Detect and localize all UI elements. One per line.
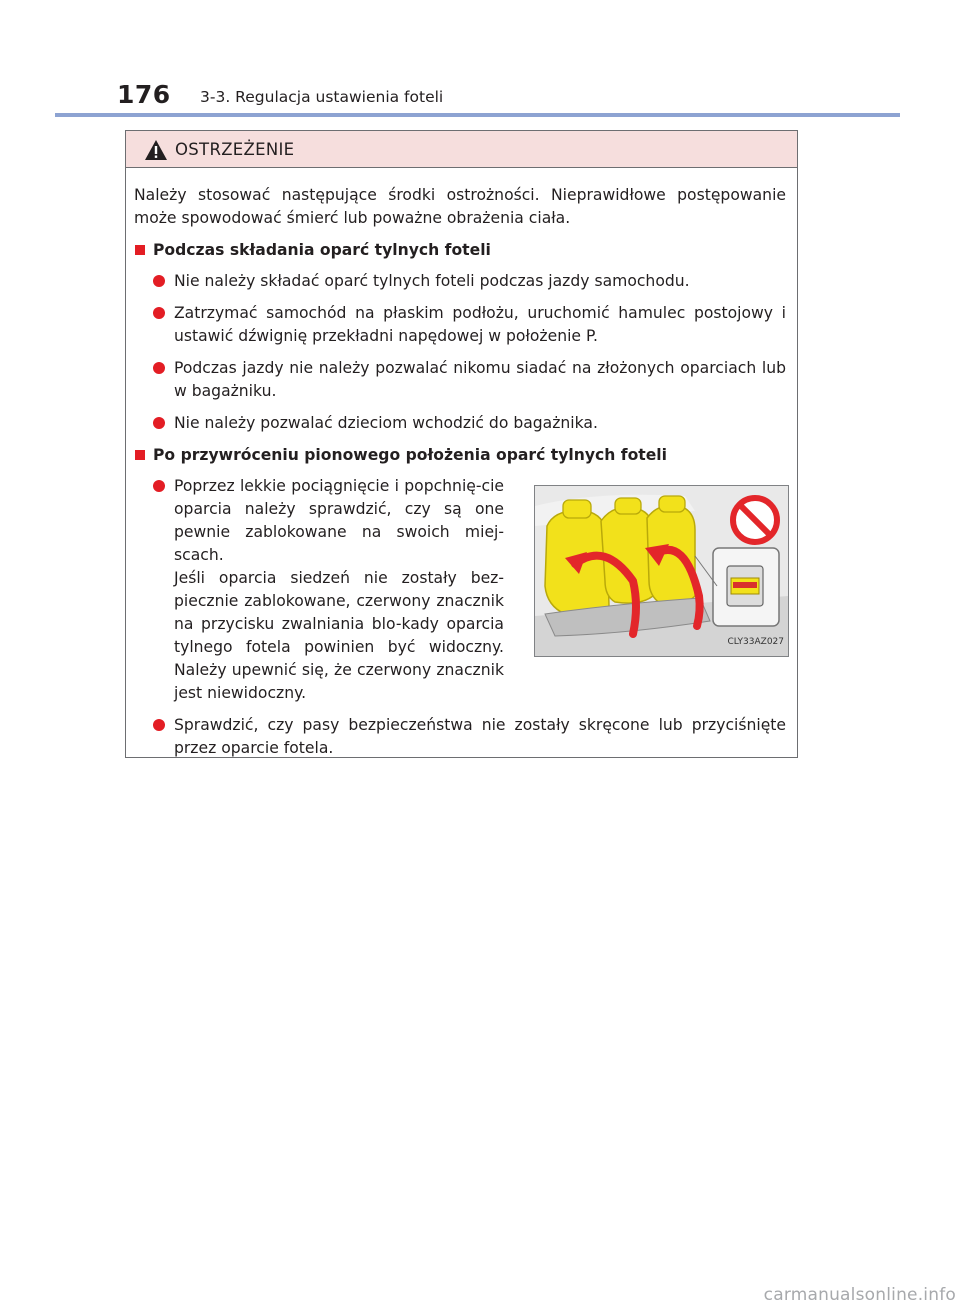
figure-code: CLY33AZ027: [727, 637, 784, 647]
square-bullet-icon: [135, 450, 145, 460]
round-bullet-icon: [153, 307, 165, 319]
list-item-text: Podczas jazdy nie należy pozwalać nikomu siadać na złożonych oparciach lub w bagażniku.: [174, 359, 786, 400]
warning-triangle-icon: [144, 139, 168, 161]
round-bullet-icon: [153, 275, 165, 287]
warning-box: [125, 130, 798, 758]
warning-header: [126, 131, 797, 168]
section-heading-text: Po przywróceniu pionowego położenia oparć tylnych foteli: [153, 446, 667, 464]
round-bullet-icon: [153, 719, 165, 731]
section-heading-restoring: [134, 444, 786, 467]
list-item-text: Jeśli oparcia siedzeń nie zostały bez-piecznie zablokowane, czerwony znacznik na przycisku zwalniania blo-kady oparcia tylnego fotela powinien być widoczny. Należy upewnić się, że czerwony znacznik jest niewidoczny.: [174, 569, 504, 702]
list-item: [134, 270, 786, 293]
header-rule: [55, 113, 900, 117]
page-number: 176: [117, 80, 171, 109]
warning-title: OSTRZEŻENIE: [175, 140, 295, 159]
round-bullet-icon: [153, 480, 165, 492]
round-bullet-icon: [153, 362, 165, 374]
list-item-text: Poprzez lekkie pociągnięcie i popchnię-cie oparcia należy sprawdzić, czy są one pewnie zablokowane na swoich miej-scach.: [174, 477, 504, 564]
warning-content: [134, 184, 786, 769]
list-item-text: Nie należy pozwalać dzieciom wchodzić do bagażnika.: [174, 414, 598, 432]
seat-illustration: [534, 485, 789, 657]
section-heading-text: Podczas składania oparć tylnych foteli: [153, 241, 491, 259]
round-bullet-icon: [153, 417, 165, 429]
list-item-with-figure: [134, 475, 786, 705]
section-heading-folding: [134, 239, 786, 262]
list-item: [134, 357, 786, 403]
list-item-text: Zatrzymać samochód na płaskim podłożu, uruchomić hamulec postojowy i ustawić dźwignię przekładni napędowej w położenie P.: [174, 304, 786, 345]
list-item-text: Nie należy składać oparć tylnych foteli podczas jazdy samochodu.: [174, 272, 690, 290]
list-item-text: Sprawdzić, czy pasy bezpieczeństwa nie zostały skręcone lub przyciśnięte przez oparcie fotela.: [174, 716, 786, 757]
list-item: [134, 714, 786, 760]
list-item: [134, 302, 786, 348]
list-item-text-block: [174, 475, 504, 705]
list-item: [134, 412, 786, 435]
watermark: carmanualsonline.info: [763, 1285, 956, 1305]
warning-intro: Należy stosować następujące środki ostrożności. Nieprawidłowe postępowanie może spowodować śmierć lub poważne obrażenia ciała.: [134, 186, 786, 227]
section-title: 3-3. Regulacja ustawienia foteli: [200, 88, 444, 106]
square-bullet-icon: [135, 245, 145, 255]
